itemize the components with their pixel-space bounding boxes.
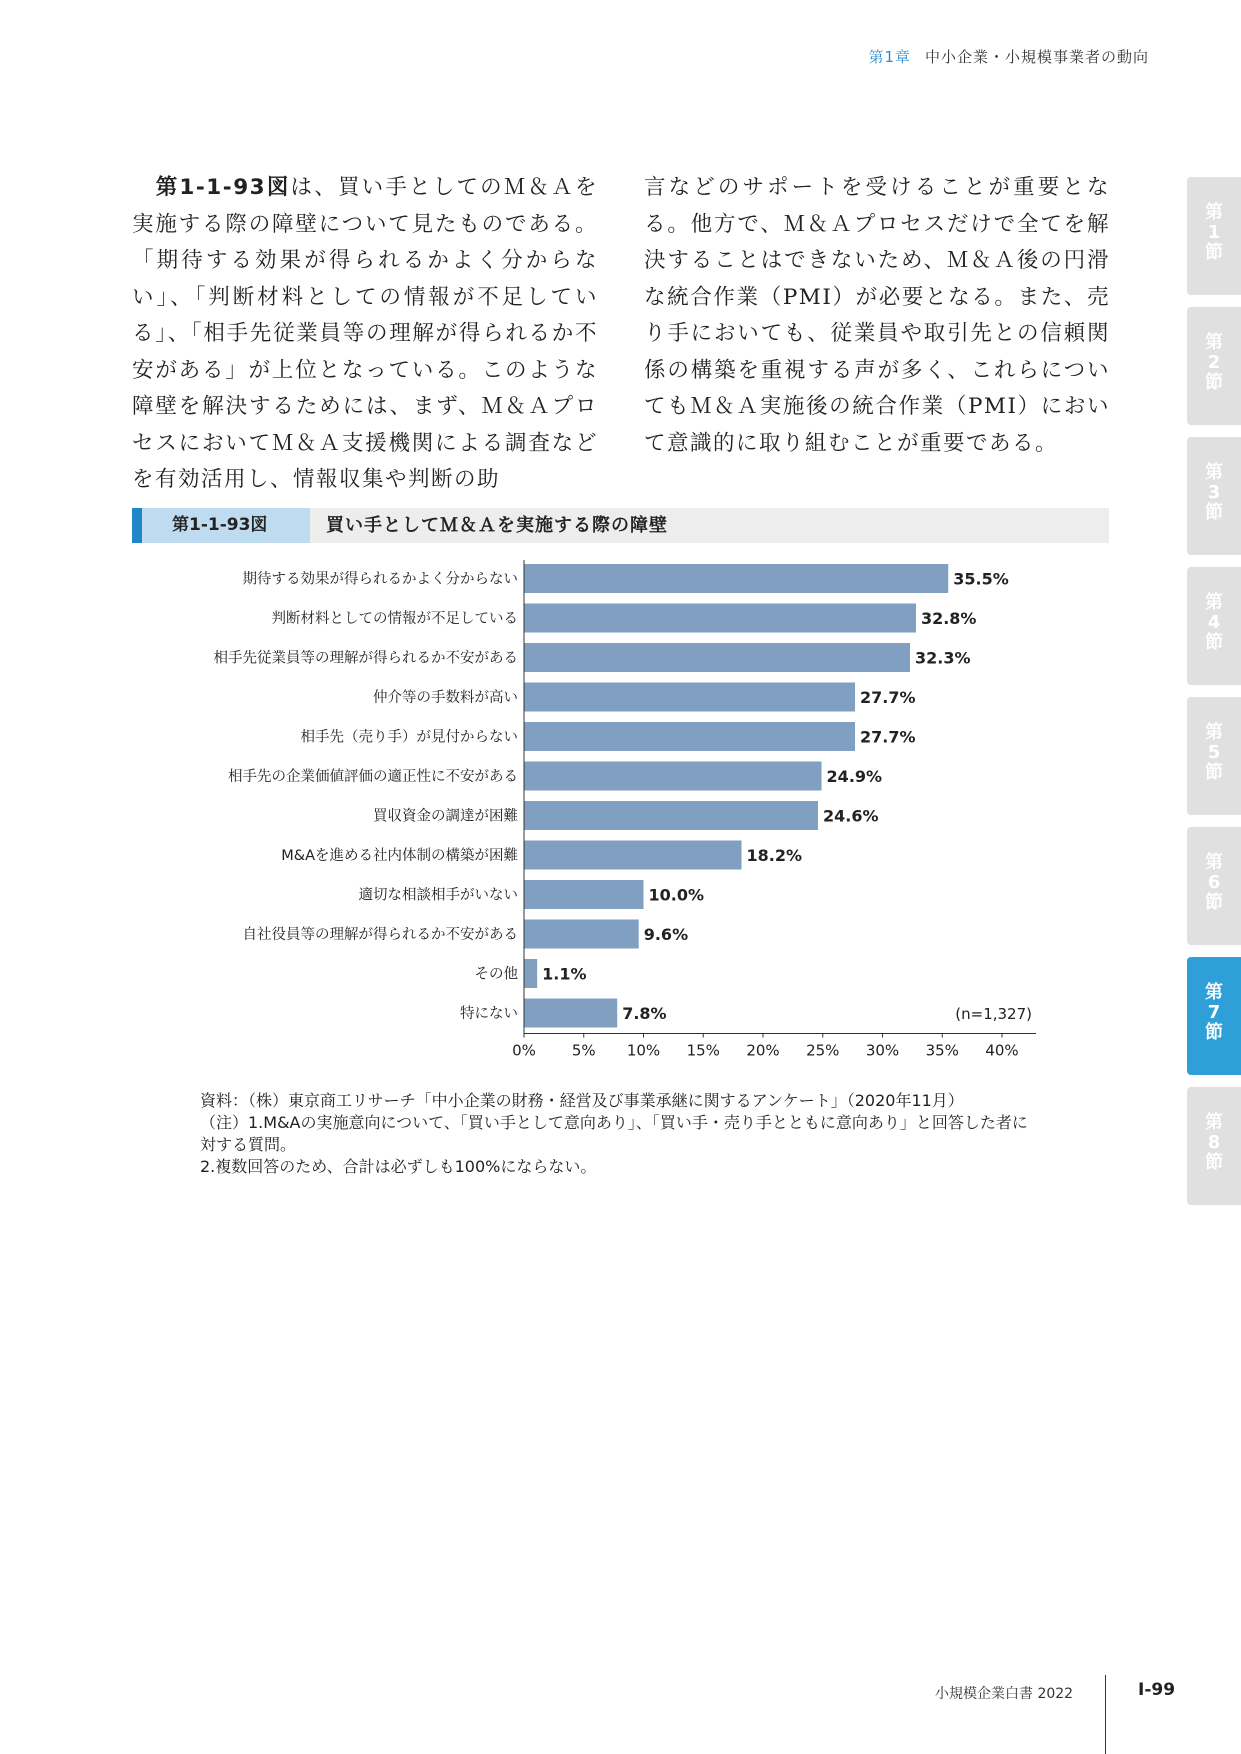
section-tab-text: 5 [1207,742,1221,763]
section-tab-text: 第 [1205,332,1223,353]
x-tick-label: 25% [806,1041,840,1060]
bar [524,959,537,988]
section-tab-text: 節 [1205,1022,1223,1043]
category-label: 適切な相談相手がいない [358,887,518,904]
data-label: 24.6% [822,806,879,826]
data-label: 35.5% [953,569,1009,589]
category-label: 相手先（売り手）が見付からない [300,729,518,746]
section-tab-text: 第 [1205,1112,1223,1133]
running-header [868,46,1149,67]
data-label: 32.3% [914,648,971,668]
bar [524,643,910,672]
bar [524,604,916,633]
section-tab-text: 節 [1205,1152,1223,1173]
section-tab-text: 2 [1207,352,1221,373]
section-tab-8[interactable] [1187,1087,1241,1205]
note-2: 2.複数回答のため、合計は必ずしも100%にならない。 [200,1157,597,1176]
data-label: 32.8% [920,609,977,628]
bar-chart [190,556,1060,1076]
data-label: 18.2% [746,846,803,865]
section-tab-6[interactable] [1187,827,1241,945]
section-tab-text: 6 [1207,872,1221,893]
source-note: 資料：（株）東京商工リサーチ「中小企業の財務・経営及び事業承継に関するアンケート」（2020年11月） [200,1091,964,1110]
section-tab-text: 1 [1207,222,1221,243]
figure-reference: 第1-1-93図 [155,175,291,200]
category-label: 自社役員等の理解が得られるか不安がある [242,927,518,943]
category-label: 相手先従業員等の理解が得られるか不安がある [213,650,518,667]
section-tab-text: 第 [1205,722,1223,743]
section-tab-text: 節 [1205,632,1223,653]
x-tick-label: 0% [512,1041,536,1060]
section-tab-text: 第 [1205,202,1223,223]
section-tab-4[interactable] [1187,567,1241,685]
section-tab-text: 第 [1205,462,1223,483]
figure-notes [200,1090,1040,1178]
bar [524,880,644,909]
category-label: 特にない [460,1006,518,1022]
category-label: 仲介等の手数料が高い [373,690,518,706]
figure-header [132,508,1109,543]
category-label: 買収資金の調達が困難 [373,808,518,825]
data-label: 7.8% [622,1004,667,1023]
section-tab-text: 4 [1207,612,1221,633]
figure-header-accent [132,508,142,543]
data-label: 10.0% [648,885,705,905]
x-tick-label: 15% [686,1041,720,1060]
data-label: 27.7% [860,727,916,747]
section-tab-2[interactable] [1187,307,1241,425]
x-tick-label: 10% [626,1041,661,1060]
section-tab-text: 節 [1205,892,1223,913]
x-tick-label: 30% [865,1041,900,1060]
footer-book-title: 小規模企業白書 2022 [935,1686,1074,1702]
bar [524,920,639,949]
figure-number: 第1-1-93図 [142,508,310,543]
body-column-right: 言などのサポートを受けることが重要となる。他方で、Ｍ＆Ａプロセスだけで全てを解決することはできないため、Ｍ＆Ａ後の円滑な統合作業（PMI）が必要となる。また、売り手においても、従業員や取引先との信頼関係の構築を重視する声が多く、これらについてもＭ＆Ａ実施後の統合作業（PMI）において意識的に取り組むことが重要である。 [644,175,1110,456]
data-label: 27.7% [860,688,916,707]
figure-title: 買い手としてＭ＆Ａを実施する際の障壁 [326,515,668,536]
section-tab-text: 第 [1205,592,1223,613]
chapter-label: 第1章 [868,48,911,66]
bar [524,683,855,712]
section-tab-text: 節 [1205,502,1223,523]
bar [524,999,617,1028]
section-tab-5[interactable] [1187,697,1241,815]
chapter-title: 中小企業・小規模事業者の動向 [924,48,1149,66]
body-column-left-text: は、買い手としてのＭ＆Ａを実施する際の障壁について見たものである。「期待する効果が得られるかよく分からない」、「判断材料としての情報が不足している」、「相手先従業員等の理解が得られるか不安がある」が上位となっている。このような障壁を解決するためには、まず、Ｍ＆ＡプロセスにおいてＭ＆Ａ支援機関による調査などを有効活用し、情報収集や判断の助 [132,175,598,492]
category-label: その他 [474,966,518,983]
data-label: 24.9% [826,767,883,786]
body-column-left [132,170,598,499]
bar [524,801,818,830]
x-tick-label: 5% [571,1041,596,1060]
category-label: 期待する効果が得られるかよく分からない [242,571,518,588]
bar [524,841,741,870]
page-number: Ⅰ-99 [1138,1680,1176,1700]
category-label: 判断材料としての情報が不足している [271,611,518,627]
bar [524,722,855,751]
section-tab-text: 第 [1205,852,1223,873]
data-label: 9.6% [643,925,689,944]
body-text [132,170,1110,499]
section-tab-text: 節 [1205,762,1223,783]
section-tab-text: 7 [1207,1002,1221,1023]
section-tab-text: 節 [1205,242,1223,263]
sample-size-label: (n=1,327) [955,1005,1032,1023]
section-tab-text: 第 [1205,982,1223,1003]
section-tab-7[interactable] [1187,957,1241,1075]
section-tab-1[interactable] [1187,177,1241,295]
section-tab-text: 8 [1207,1132,1221,1153]
x-tick-label: 35% [925,1041,959,1060]
section-tab-text: 節 [1205,372,1223,393]
category-label: 相手先の企業価値評価の適正性に不安がある [228,769,518,785]
section-tab-text: 3 [1207,482,1221,503]
section-tab-3[interactable] [1187,437,1241,555]
footer-divider [1105,1675,1106,1754]
note-1: （注）1.M&Aの実施意向について、「買い手として意向あり」、「買い手・売り手とともに意向あり」と回答した者に対する質問。 [200,1113,1028,1154]
data-label: 1.1% [542,964,587,984]
x-tick-label: 20% [746,1041,780,1060]
bar [524,762,822,791]
x-tick-label: 40% [985,1041,1019,1060]
bar [524,564,948,593]
category-label: M&Aを進める社内体制の構築が困難 [281,848,518,864]
